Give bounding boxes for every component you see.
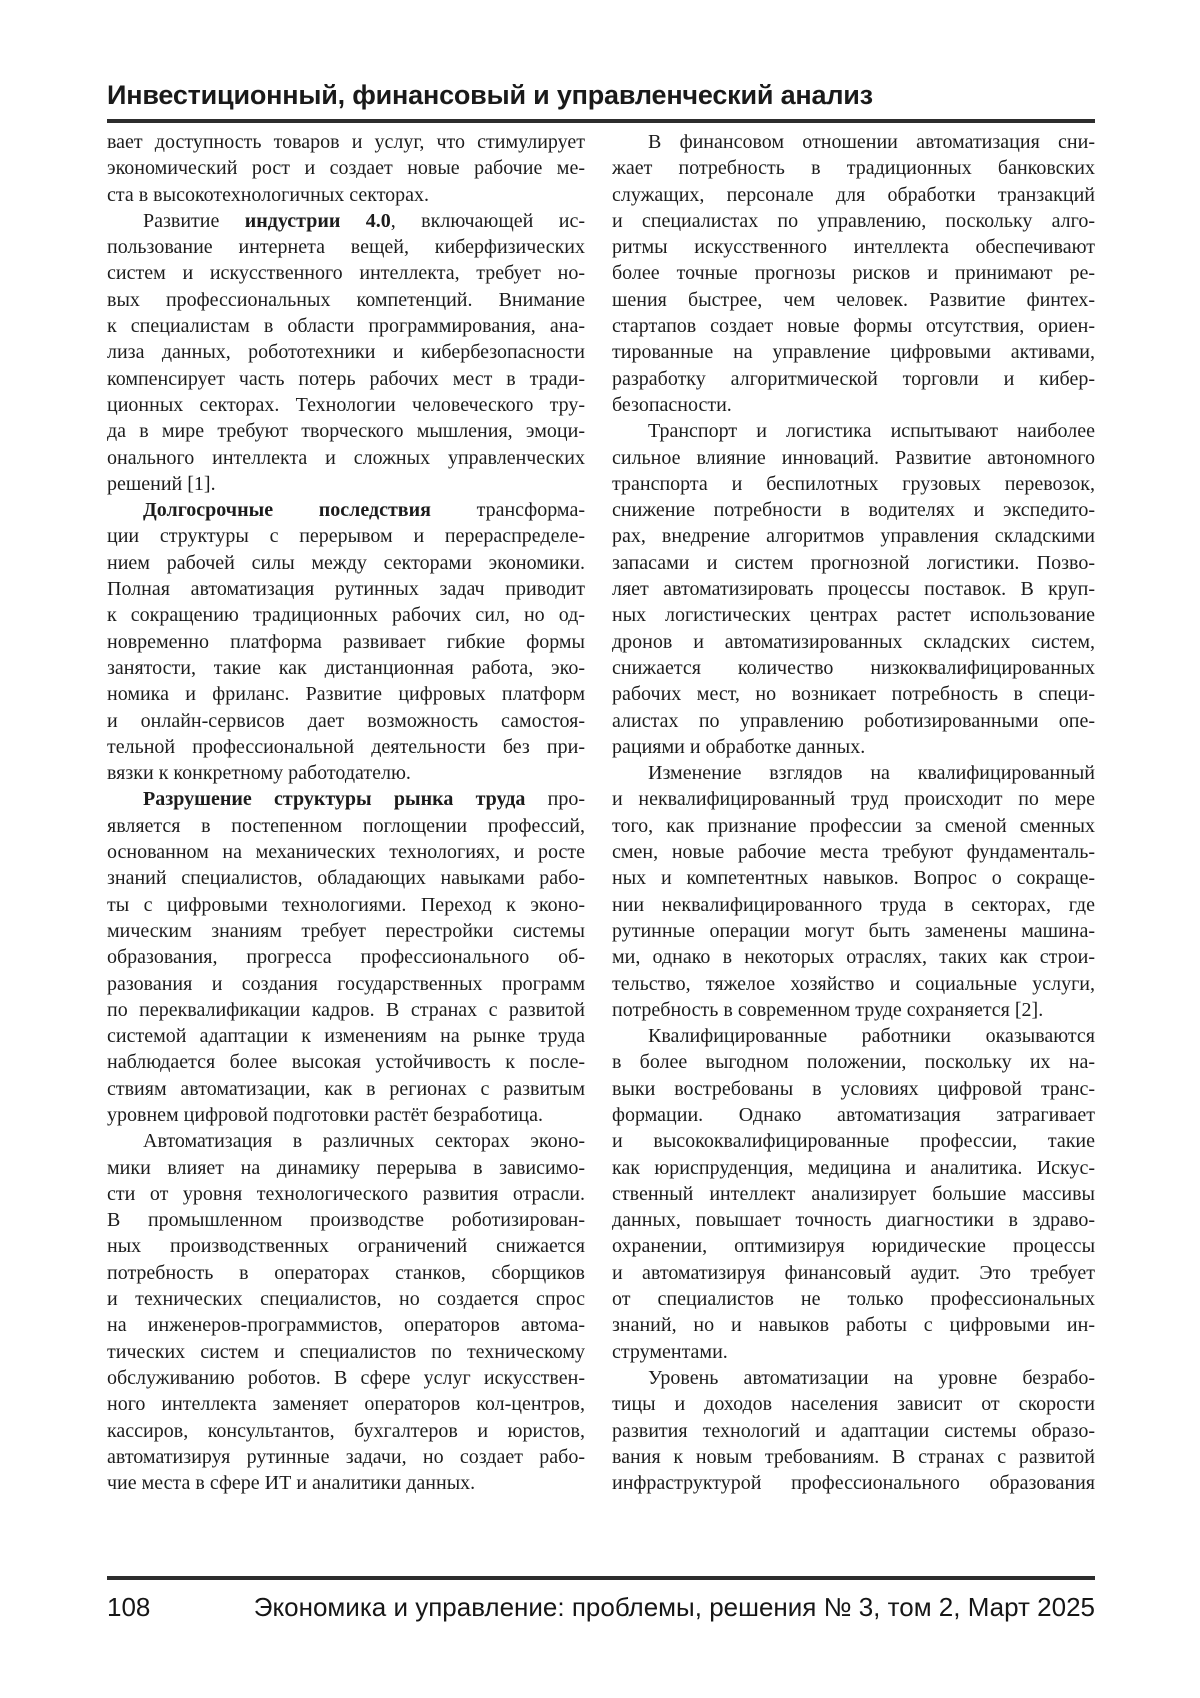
text-line: решений [1]. (107, 472, 216, 495)
text-line: развития технологий и адаптации системы образо- (612, 1419, 1095, 1442)
text-line: мики влияет на динамику перерыва в зависимо- (107, 1156, 585, 1179)
text-line: ных и компетентных навыков. Вопрос о сокраще- (612, 867, 1095, 890)
text-line: систем и искусственного интеллекта, требует но- (107, 262, 585, 285)
text-line: ственный интеллект анализирует большие массивы (612, 1182, 1095, 1205)
text-line: нии неквалифицированного труда в секторах, где (612, 893, 1095, 916)
text-line: Изменение взглядов на квалифицированный (648, 762, 1095, 785)
text-line: выки востребованы в условиях цифровой транс- (612, 1077, 1095, 1100)
text-line: пользование интернета вещей, киберфизических (107, 236, 585, 259)
text-line: стартапов создает новые формы отсутствия, ориен- (612, 315, 1095, 338)
text-line: к специалистам в области программирования, ана- (107, 315, 585, 338)
text-line: и высококвалифицированные профессии, такие (612, 1130, 1095, 1153)
text-line: мическим знаниям требует перестройки системы (107, 919, 585, 942)
text-line: более точные прогнозы рисков и принимают ре- (612, 262, 1095, 285)
paragraph (612, 418, 1095, 760)
text-line: лиза данных, робототехники и кибербезопасности (107, 341, 585, 364)
paragraph (107, 497, 585, 786)
footer-divider (107, 1576, 1095, 1580)
text-line: дронов и автоматизированных складских систем, (612, 630, 1095, 653)
text-line: сти от уровня технологического развития отрасли. (107, 1182, 585, 1205)
paragraph (612, 1023, 1095, 1365)
text-line: рах, внедрение алгоритмов управления складскими (612, 525, 1095, 548)
text-line: компенсирует часть потерь рабочих мест в тради- (107, 367, 585, 390)
text-line: ционных секторах. Технологии человеческого тру- (107, 393, 585, 416)
text-line: ных производственных ограничений снижается (107, 1235, 585, 1258)
text-line: вания к новым требованиям. В странах с развитой (612, 1445, 1095, 1468)
text-line: В финансовом отношении автоматизация сни- (648, 131, 1095, 153)
text-line: жает потребность в традиционных банковских (612, 157, 1095, 180)
text-line: разования и создания государственных программ (107, 972, 585, 995)
text-line: алистах по управлению роботизированными опе- (612, 709, 1095, 732)
text-line: как юриспруденция, медицина и аналитика. Искус- (612, 1156, 1095, 1179)
paragraph (107, 129, 585, 208)
text-line: номика и фриланс. Развитие цифровых платформ (107, 683, 585, 706)
right-column (612, 129, 1095, 1496)
text-line: тицы и доходов населения зависит от скорости (612, 1393, 1095, 1416)
page-title: Инвестиционный, финансовый и управленческий анализ (107, 80, 873, 110)
text-line: разработку алгоритмической торговли и кибер- (612, 367, 1095, 390)
text-line: новременно платформа развивает гибкие формы (107, 630, 585, 653)
text-line: снижение потребности в водителях и экспедито- (612, 499, 1095, 522)
text-line: ного интеллекта заменяет операторов кол-центров, (107, 1393, 585, 1416)
paragraph (107, 786, 585, 1128)
text-line: шения быстрее, чем человек. Развитие финтех- (612, 288, 1095, 311)
text-line: системой адаптации к изменениям на рынке труда (107, 1025, 585, 1048)
text-line: знаний специалистов, обладающих навыками рабо- (107, 867, 585, 890)
text-line: рабочих мест, но возникает потребность в специ- (612, 683, 1095, 706)
text-line: тических систем и специалистов по техническому (107, 1340, 585, 1363)
text-line: нием рабочей силы между секторами экономики. (107, 551, 585, 574)
text-line: тированные на управление цифровыми активами, (612, 341, 1095, 364)
header-divider (107, 119, 1095, 123)
text-line: Квалифицированные работники оказываются (648, 1025, 1095, 1048)
text-line: ты с цифровыми технологиями. Переход к эконо- (107, 893, 585, 916)
text-line: обслуживанию роботов. В сфере услуг искусствен- (107, 1366, 585, 1389)
text-line: струментами. (612, 1340, 728, 1363)
text-line: данных, повышает точность диагностики в здраво- (612, 1209, 1095, 1232)
text-line: да в мире требуют творческого мышления, эмоци- (107, 420, 585, 443)
text-line: потребность в операторах станков, сборщиков (107, 1261, 585, 1284)
text-line: Транспорт и логистика испытывают наиболее (648, 420, 1095, 443)
text-line: охранении, оптимизируя юридические процессы (612, 1235, 1095, 1258)
text-line: вых профессиональных компетенций. Внимание (107, 288, 585, 311)
text-line: снижается количество низкоквалифицированных (612, 656, 1095, 679)
text-line: Полная автоматизация рутинных задач приводит (107, 578, 585, 601)
text-line: запасами и систем прогнозной логистики. Позво- (612, 551, 1095, 574)
text-line: рутинные операции могут быть заменены машина- (612, 919, 1095, 942)
text-line: и автоматизируя финансовый аудит. Это требует (612, 1261, 1095, 1284)
text-line: инфраструктурой профессионального образования (612, 1472, 1095, 1495)
text-line: смен, новые рабочие места требуют фундаменталь- (612, 841, 1095, 864)
text-line: на инженеров-программистов, операторов автома- (107, 1314, 585, 1337)
text-line: Развитие индустрии 4.0, включающей ис- (143, 209, 585, 232)
text-line: потребность в современном труде сохраняется [2]. (612, 998, 1044, 1021)
text-line: В промышленном производстве роботизирован- (107, 1209, 585, 1232)
text-line: основанном на механических технологиях, и росте (107, 841, 585, 864)
text-line: Уровень автоматизации на уровне безрабо- (648, 1366, 1095, 1389)
text-line: занятости, такие как дистанционная работа, эко- (107, 656, 585, 679)
text-line: автоматизируя рутинные задачи, но создает рабо- (107, 1445, 585, 1468)
text-line: ста в высокотехнологичных секторах. (107, 183, 430, 206)
text-line: чие места в сфере ИТ и аналитики данных. (107, 1472, 476, 1495)
text-line: формации. Однако автоматизация затрагивает (612, 1103, 1095, 1126)
journal-title-line: Экономика и управление: проблемы, решения № 3, том 2, Март 2025 (253, 1592, 1095, 1622)
paragraph (612, 1365, 1095, 1496)
text-line: является в постепенном поглощении профессий, (107, 814, 585, 837)
article-body (107, 129, 1095, 1496)
text-line: Разрушение структуры рынка труда про- (143, 788, 585, 811)
text-line: наблюдается более высокая устойчивость к после- (107, 1051, 585, 1074)
paragraph (107, 1128, 585, 1496)
text-line: знаний, но и навыков работы с цифровыми ин- (612, 1314, 1095, 1337)
text-line: ствиям автоматизации, как в регионах с развитым (107, 1077, 585, 1100)
text-line: вязки к конкретному работодателю. (107, 762, 411, 785)
text-line: ции структуры с перерывом и перераспределе- (107, 525, 585, 548)
text-line: рациями и обработке данных. (612, 735, 866, 758)
footer (107, 1592, 1095, 1623)
text-line: тельство, тяжелое хозяйство и социальные услуги, (612, 972, 1095, 995)
text-line: вает доступность товаров и услуг, что стимулирует (107, 131, 585, 153)
text-line: по переквалификации кадров. В странах с развитой (107, 998, 585, 1021)
text-line: Автоматизация в различных секторах эконо- (143, 1130, 585, 1153)
text-line: тельной профессиональной деятельности без при- (107, 735, 585, 758)
left-column (107, 129, 585, 1496)
text-line: и специалистах по управлению, поскольку алго- (612, 209, 1095, 232)
text-line: и онлайн-сервисов дает возможность самостоя- (107, 709, 585, 732)
text-line: в более выгодном положении, поскольку их на- (612, 1051, 1095, 1074)
text-line: транспорта и беспилотных грузовых перевозок, (612, 472, 1095, 495)
text-line: онального интеллекта и сложных управленческих (107, 446, 585, 469)
text-line: безопасности. (612, 393, 732, 416)
text-line: ных логистических центрах растет использование (612, 604, 1095, 627)
text-line: Долгосрочные последствия трансформа- (143, 499, 585, 522)
text-line: ми, однако в некоторых отраслях, таких как строи- (612, 946, 1095, 969)
text-line: к сокращению традиционных рабочих сил, но од- (107, 604, 585, 627)
text-line: служащих, персонале для обработки транзакций (612, 183, 1095, 206)
text-line: ляет автоматизировать процессы поставок. В круп- (612, 578, 1095, 601)
text-line: образования, прогресса профессионального об- (107, 946, 585, 969)
text-line: кассиров, консультантов, бухгалтеров и юристов, (107, 1419, 585, 1442)
text-line: того, как признание профессии за сменой сменных (612, 814, 1095, 837)
text-line: сильное влияние инноваций. Развитие автономного (612, 446, 1095, 469)
text-line: и неквалифицированный труд происходит по мере (612, 788, 1095, 811)
paragraph (107, 208, 585, 497)
paragraph (612, 129, 1095, 418)
text-line: уровнем цифровой подготовки растёт безработица. (107, 1103, 543, 1126)
text-line: ритмы искусственного интеллекта обеспечивают (612, 236, 1095, 259)
paragraph (612, 760, 1095, 1023)
text-line: экономический рост и создает новые рабочие ме- (107, 157, 585, 180)
text-line: от специалистов не только профессиональных (612, 1288, 1095, 1311)
text-line: и технических специалистов, но создается спрос (107, 1288, 585, 1311)
page-number: 108 (107, 1592, 151, 1622)
